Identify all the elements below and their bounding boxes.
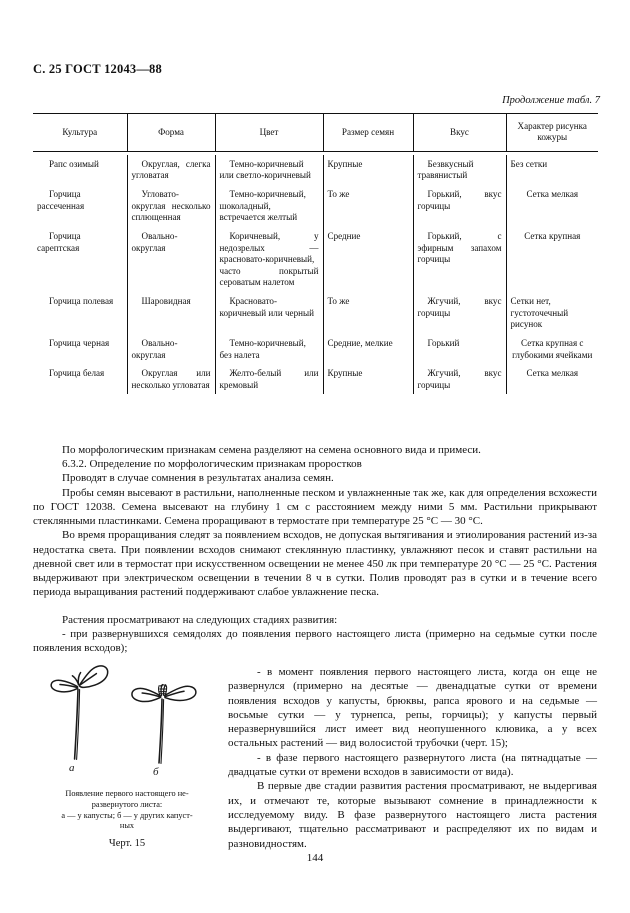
body-text-block <box>33 443 597 600</box>
cell-color: Красновато-коричневый или черный <box>215 292 323 334</box>
figure-caption-line-2: развернутого листа: <box>91 799 163 809</box>
cell-color: Темно-коричневый, шоколадный, встречается желтый <box>215 185 323 227</box>
cell-seed-size: Крупные <box>323 155 413 185</box>
cell-taste: Жгучий, вкус горчицы <box>413 292 506 334</box>
svg-text:а: а <box>69 762 75 774</box>
figure-seedlings <box>33 653 221 849</box>
figure-caption-line-3: а — у капусты; б — у других капуст- <box>61 810 193 820</box>
table-header <box>33 114 598 155</box>
cell-taste: Безвкусный травянистый <box>413 155 506 185</box>
cell-culture: Рапс озимый <box>49 158 99 169</box>
paragraph-sowing-procedure: Пробы семян высевают в растильни, наполненные песком и увлажненные так же, как для определения всхожести по ГОСТ 12038. Семена высевают на глубину 1 см с расстоянием между ними 5 мм. Растильни прикрывают стеклянными пластинками. Семена проращивают в термостате при температуре 25 °С — 30 °С. <box>33 486 597 528</box>
cell-coat-pattern: Без сетки <box>506 155 598 185</box>
cell-coat-pattern: Сетка крупная <box>506 227 598 292</box>
paragraph-inspection-note: В первые две стадии развития растения просматривают, не выдергивая их, и отмечают те, которые вызывают сомнение в принадлежности к исследуемому виду. В фазе развернутого настоящего листа растения выдергивают, тщательно рассматривают и распределяют их по видам и разновидностям. <box>228 780 597 850</box>
figure-number: Черт. 15 <box>108 838 146 850</box>
cell-taste: Горький, вкус горчицы <box>413 185 506 227</box>
cell-culture: Горчица полевая <box>49 296 114 307</box>
table-row <box>33 185 598 227</box>
right-wrapped-text-column <box>228 665 597 851</box>
cell-culture: Горчица черная <box>49 337 110 348</box>
seed-characteristics-table <box>33 113 598 394</box>
paragraph-morphological-features: По морфологическим признакам семена разделяют на семена основного вида и примеси. <box>62 444 481 456</box>
cell-coat-pattern: Сетки нет, густоточечный рисунок <box>506 292 598 334</box>
growth-stages-block <box>33 613 597 656</box>
seed-characteristics-table-wrapper <box>33 113 598 394</box>
cell-seed-size: Средние <box>323 227 413 292</box>
column-header-color: Цвет <box>215 114 323 152</box>
paragraph-germination-conditions: Во время проращивания следят за появлением всходов, не допуская вытягивания и этиолирования растений из-за недостатка света. При появлении всходов снимают стеклянную пластинку, увлажняют песок и ставят растильни на дневной свет или в термостат при искусственном освещении не менее 450 лк при температуре 20 °С — 25 °С. Растения выдерживают при электрическом освещении в течении 8 ч в сутки. Полив проводят раз в сутки и в течение всего периода выращивания растений поддерживают слабое увлажнение песка. <box>33 529 597 599</box>
cell-culture: Горчица рассеченная <box>37 189 85 211</box>
cell-form: Округлая, слегка угловатая <box>127 155 215 185</box>
table-row <box>33 292 598 334</box>
figure-caption <box>33 789 221 832</box>
page-reference-header: С. 25 ГОСТ 12043—88 <box>33 62 162 76</box>
paragraph-stage-item-3: - в фазе первого настоящего развернутого листа (на пятнадцатые — двадцатые сутки от времени всходов в зависимости от вида). <box>228 751 597 779</box>
cell-color: Желто-белый или кремовый <box>215 364 323 394</box>
cell-culture: Горчица белая <box>49 368 105 379</box>
cell-seed-size: То же <box>323 292 413 334</box>
cell-form: Овально-округлая <box>127 334 215 364</box>
cell-color: Темно-коричневый, без налета <box>215 334 323 364</box>
column-header-form: Форма <box>127 114 215 152</box>
cell-seed-size: Средние, мелкие <box>323 334 413 364</box>
cell-form: Угловато-округлая несколько сплющенная <box>127 185 215 227</box>
paragraph-clause-6-3-2: 6.3.2. Определение по морфологическим признакам проростков <box>62 458 362 471</box>
cell-coat-pattern: Сетка мелкая <box>506 185 598 227</box>
paragraph-stage-item-1: - при развернувшихся семядолях до появления первого настоящего листа (примерно на седьмые сутки после появления всходов); <box>33 628 597 655</box>
figure-caption-line-1: Появление первого настоящего не- <box>65 789 189 798</box>
cell-coat-pattern: Сетка крупная с глубокими ячейками <box>506 334 598 364</box>
cell-taste: Горький, с эфирным запахом горчицы <box>413 227 506 292</box>
page-folio-number: 144 <box>306 852 324 864</box>
cell-seed-size: То же <box>323 185 413 227</box>
table-row <box>33 334 598 364</box>
table-row <box>33 155 598 185</box>
table-row <box>33 227 598 292</box>
cell-taste: Горький <box>413 334 506 364</box>
column-header-culture: Культура <box>33 114 127 152</box>
cell-form: Округлая или несколько угловатая <box>127 364 215 394</box>
cell-color: Темно-коричневый или светло-коричневый <box>215 155 323 185</box>
cell-form: Шаровидная <box>127 292 215 334</box>
cell-culture: Горчица сарептская <box>37 230 81 253</box>
paragraph-when-performed: Проводят в случае сомнения в результатах анализа семян. <box>62 472 334 485</box>
paragraph-stage-item-2: - в момент появления первого настоящего листа, когда он еще не развернулся (примерно на десятые — двенадцатые сутки от времени появления всходов у капусты, брюквы, рапса ярового и на седьмые — восьмые сутки — у турнепса, репы, горчицы); у капусты первый неразвернувшийся лист имеет вид неопушенного клювика, а у всех остальных растений — вид волосистой трубочки (черт. 15); <box>228 666 597 750</box>
paragraph-stages-intro: Растения просматривают на следующих стадиях развития: <box>62 614 338 626</box>
figure-artwork <box>33 653 221 786</box>
cell-seed-size: Крупные <box>323 364 413 394</box>
cell-color: Коричневый, у недозрелых — красновато-коричневый, часто покрытый сероватым налетом <box>215 227 323 292</box>
column-header-seed-size: Размер семян <box>323 114 413 152</box>
cell-taste: Жгучий, вкус горчицы <box>413 364 506 394</box>
table-body <box>33 155 598 395</box>
figure-caption-line-4: ных <box>119 821 135 831</box>
column-header-coat-pattern: Характер рисунка кожуры <box>506 114 598 152</box>
column-header-taste: Вкус <box>413 114 506 152</box>
cell-form: Овально-округлая <box>127 227 215 292</box>
seedling-drawing-svg <box>33 653 221 786</box>
svg-text:б: б <box>153 766 159 778</box>
table-row <box>33 364 598 394</box>
table-continuation-note: Продолжение табл. 7 <box>502 95 600 106</box>
cell-coat-pattern: Сетка мелкая <box>506 364 598 394</box>
